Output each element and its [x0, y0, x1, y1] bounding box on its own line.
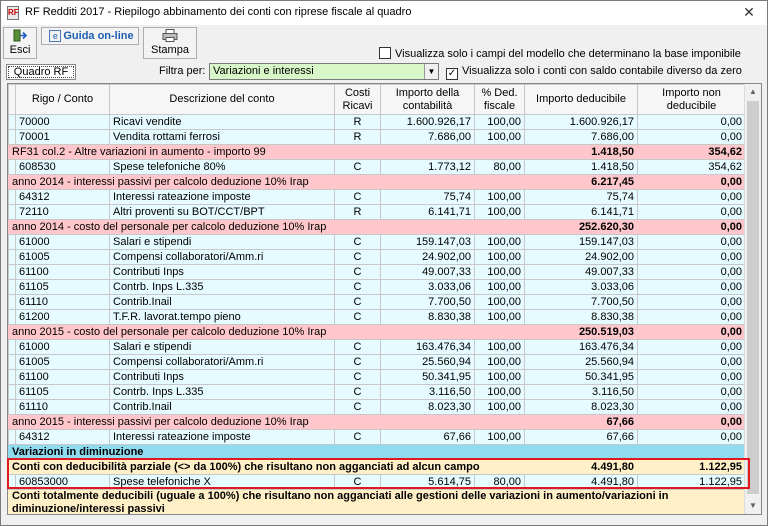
cell-deducibile: 8.023,30: [525, 400, 638, 415]
cell-importo: 8.023,30: [381, 400, 475, 415]
cell-costi-ricavi: R: [335, 130, 381, 145]
cell-non-deducibile: 354,62: [638, 160, 746, 175]
title-bar: [1, 1, 767, 25]
guida-label: Guida on-line: [63, 30, 134, 42]
account-row[interactable]: [9, 205, 746, 220]
row-selector: [9, 265, 16, 280]
cell-importo: 49.007,33: [381, 265, 475, 280]
account-row[interactable]: [9, 295, 746, 310]
cell-costi-ricavi: C: [335, 385, 381, 400]
cell-descrizione: Altri proventi su BOT/CCT/BPT: [110, 205, 335, 220]
cell-conto: 608530: [16, 160, 110, 175]
account-row[interactable]: [9, 430, 746, 445]
cell-deducibile: 24.902,00: [525, 250, 638, 265]
cell-costi-ricavi: C: [335, 235, 381, 250]
cell-non-deducibile: 0,00: [638, 280, 746, 295]
row-selector: [9, 190, 16, 205]
account-row[interactable]: [9, 340, 746, 355]
checkbox-checked-icon[interactable]: ✓: [447, 68, 457, 79]
group-header-row[interactable]: [9, 220, 746, 235]
cell-deducibile: 7.700,50: [525, 295, 638, 310]
cell-non-deducibile: 0,00: [638, 385, 746, 400]
cell-non-deducibile: 0,00: [638, 115, 746, 130]
group-label: anno 2014 - costo del personale per calcolo deduzione 10% Irap: [9, 220, 525, 235]
filter-select[interactable]: [209, 63, 439, 80]
cell-deducibile: 6.141,71: [525, 205, 638, 220]
col-header[interactable]: Importo della contabilità: [381, 85, 475, 115]
cell-conto: 64312: [16, 430, 110, 445]
group-label: anno 2015 - costo del personale per calcolo deduzione 10% Irap: [9, 325, 525, 340]
cell-non-deducibile: 0,00: [638, 400, 746, 415]
cell-perc-ded: 100,00: [475, 265, 525, 280]
cell-perc-ded: 100,00: [475, 130, 525, 145]
row-selector: [9, 385, 16, 400]
table-header-row: [9, 85, 746, 115]
cell-importo: 1.773,12: [381, 160, 475, 175]
group-deducibile: 1.418,50: [525, 145, 638, 160]
cell-deducibile: 25.560,94: [525, 355, 638, 370]
cell-costi-ricavi: C: [335, 340, 381, 355]
cell-non-deducibile: 0,00: [638, 370, 746, 385]
chk-saldo-diverso-zero[interactable]: [446, 65, 742, 81]
cell-descrizione: Ricavi vendite: [110, 115, 335, 130]
cell-non-deducibile: 0,00: [638, 430, 746, 445]
cell-non-deducibile: 0,00: [638, 355, 746, 370]
cell-deducibile: 67,66: [525, 430, 638, 445]
row-selector: [9, 475, 16, 490]
cell-costi-ricavi: R: [335, 205, 381, 220]
cell-perc-ded: 100,00: [475, 430, 525, 445]
cell-importo: 3.033,06: [381, 280, 475, 295]
cell-descrizione: Contributi Inps: [110, 370, 335, 385]
group-deducibile: 250.519,03: [525, 325, 638, 340]
cell-importo: 75,74: [381, 190, 475, 205]
cell-non-deducibile: 0,00: [638, 340, 746, 355]
cell-deducibile: 3.033,06: [525, 280, 638, 295]
cell-conto: 61005: [16, 355, 110, 370]
cell-non-deducibile: 0,00: [638, 205, 746, 220]
scroll-thumb[interactable]: [747, 101, 759, 494]
guida-online-button[interactable]: [41, 27, 139, 45]
cell-descrizione: Interessi rateazione imposte: [110, 190, 335, 205]
printer-icon: [144, 29, 196, 43]
accounts-table: [8, 84, 746, 515]
cell-perc-ded: 80,00: [475, 160, 525, 175]
cell-costi-ricavi: C: [335, 250, 381, 265]
group-non-deducibile: 0,00: [638, 175, 746, 190]
filter-label: Filtra per:: [159, 65, 206, 77]
scroll-down-icon[interactable]: ▼: [749, 501, 757, 510]
group-non-deducibile: 0,00: [638, 325, 746, 340]
row-selector-header: [9, 85, 16, 115]
group-label: anno 2015 - interessi passivi per calcolo deduzione 10% Irap: [9, 415, 525, 430]
row-selector: [9, 370, 16, 385]
col-header[interactable]: Importo deducibile: [525, 85, 638, 115]
cell-non-deducibile: 1.122,95: [638, 475, 746, 490]
cell-descrizione: Contrb. Inps L.335: [110, 385, 335, 400]
cell-perc-ded: 100,00: [475, 340, 525, 355]
cell-perc-ded: 100,00: [475, 355, 525, 370]
cell-costi-ricavi: R: [335, 115, 381, 130]
group-deducibile: 252.620,30: [525, 220, 638, 235]
group-header-row[interactable]: [9, 415, 746, 430]
cell-importo: 1.600.926,17: [381, 115, 475, 130]
group-header-row[interactable]: [9, 175, 746, 190]
esci-label: Esci: [9, 44, 31, 56]
cell-non-deducibile: 0,00: [638, 250, 746, 265]
row-selector: [9, 355, 16, 370]
row-selector: [9, 205, 16, 220]
cell-importo: 24.902,00: [381, 250, 475, 265]
app-form-icon: RF: [7, 6, 19, 20]
group-non-deducibile: 1.122,95: [638, 460, 746, 475]
cell-non-deducibile: 0,00: [638, 190, 746, 205]
row-selector: [9, 130, 16, 145]
col-header[interactable]: Descrizione del conto: [110, 85, 335, 115]
cell-descrizione: Interessi rateazione imposte: [110, 430, 335, 445]
cell-perc-ded: 100,00: [475, 250, 525, 265]
row-selector: [9, 115, 16, 130]
cell-perc-ded: 100,00: [475, 370, 525, 385]
account-row[interactable]: [9, 475, 746, 490]
cell-perc-ded: 100,00: [475, 310, 525, 325]
account-row[interactable]: [9, 130, 746, 145]
account-row[interactable]: [9, 160, 746, 175]
cell-conto: 61005: [16, 250, 110, 265]
cell-costi-ricavi: C: [335, 160, 381, 175]
cell-costi-ricavi: C: [335, 355, 381, 370]
account-row[interactable]: [9, 250, 746, 265]
group-header-row[interactable]: [9, 325, 746, 340]
cell-importo: 7.700,50: [381, 295, 475, 310]
cell-costi-ricavi: C: [335, 310, 381, 325]
stampa-label: Stampa: [151, 44, 189, 56]
cell-conto: 72110: [16, 205, 110, 220]
account-row[interactable]: [9, 190, 746, 205]
group-label: Conti con deducibilità parziale (<> da 100%) che risultano non agganciati ad alcun campo: [9, 460, 525, 475]
group-label: RF31 col.2 - Altre variazioni in aumento - importo 99: [9, 145, 525, 160]
col-header[interactable]: Costi Ricavi: [335, 85, 381, 115]
cell-deducibile: 4.491,80: [525, 475, 638, 490]
cell-deducibile: 8.830,38: [525, 310, 638, 325]
cell-conto: 64312: [16, 190, 110, 205]
cell-conto: 61100: [16, 370, 110, 385]
full-deductible-row[interactable]: [9, 490, 746, 516]
account-row[interactable]: [9, 115, 746, 130]
section-row[interactable]: [9, 445, 746, 460]
cell-descrizione: Spese telefoniche X: [110, 475, 335, 490]
group-non-deducibile: 0,00: [638, 415, 746, 430]
account-row[interactable]: [9, 385, 746, 400]
close-button[interactable]: ✕: [743, 4, 755, 20]
table-body: [9, 115, 746, 516]
col-header[interactable]: Importo non deducibile: [638, 85, 746, 115]
col-header[interactable]: Rigo / Conto: [16, 85, 110, 115]
cell-importo: 8.830,38: [381, 310, 475, 325]
group-deducibile: 6.217,45: [525, 175, 638, 190]
group-non-deducibile: 0,00: [638, 220, 746, 235]
cell-perc-ded: 100,00: [475, 385, 525, 400]
tab-quadro-rf[interactable]: Quadro RF: [6, 64, 76, 80]
col-header[interactable]: % Ded. fiscale: [475, 85, 525, 115]
cell-perc-ded: 100,00: [475, 205, 525, 220]
cell-perc-ded: 100,00: [475, 190, 525, 205]
cell-descrizione: Compensi collaboratori/Amm.ri: [110, 250, 335, 265]
cell-importo: 5.614,75: [381, 475, 475, 490]
cell-importo: 159.147,03: [381, 235, 475, 250]
cell-conto: 61100: [16, 265, 110, 280]
cell-deducibile: 163.476,34: [525, 340, 638, 355]
window-title: RF Redditi 2017 - Riepilogo abbinamento dei conti con riprese fiscale al quadro: [25, 6, 412, 18]
cell-conto: 61200: [16, 310, 110, 325]
account-row[interactable]: [9, 265, 746, 280]
account-row[interactable]: [9, 235, 746, 250]
esci-button[interactable]: [3, 27, 37, 59]
vertical-scrollbar[interactable]: [744, 84, 761, 514]
cell-descrizione: Contrb. Inps L.335: [110, 280, 335, 295]
group-header-row[interactable]: [9, 145, 746, 160]
row-selector: [9, 295, 16, 310]
cell-conto: 70001: [16, 130, 110, 145]
cell-descrizione: T.F.R. lavorat.tempo pieno: [110, 310, 335, 325]
cell-deducibile: 50.341,95: [525, 370, 638, 385]
cell-deducibile: 1.418,50: [525, 160, 638, 175]
cell-importo: 3.116,50: [381, 385, 475, 400]
cell-deducibile: 159.147,03: [525, 235, 638, 250]
row-selector: [9, 235, 16, 250]
row-selector: [9, 430, 16, 445]
cell-conto: 61000: [16, 235, 110, 250]
row-selector: [9, 400, 16, 415]
scroll-up-icon[interactable]: ▲: [749, 87, 757, 96]
row-selector: [9, 340, 16, 355]
group-label: anno 2014 - interessi passivi per calcolo deduzione 10% Irap: [9, 175, 525, 190]
group-deducibile: 67,66: [525, 415, 638, 430]
cell-perc-ded: 80,00: [475, 475, 525, 490]
cell-conto: 61110: [16, 400, 110, 415]
account-row[interactable]: [9, 400, 746, 415]
checkbox-icon[interactable]: [379, 47, 391, 59]
cell-deducibile: 7.686,00: [525, 130, 638, 145]
cell-conto: 61000: [16, 340, 110, 355]
cell-costi-ricavi: C: [335, 265, 381, 280]
chk-campi-base-imponibile[interactable]: [379, 47, 741, 63]
cell-perc-ded: 100,00: [475, 400, 525, 415]
chk1-label: Visualizza solo i campi del modello che determinano la base imponibile: [395, 48, 741, 60]
cell-costi-ricavi: C: [335, 190, 381, 205]
cell-perc-ded: 100,00: [475, 235, 525, 250]
cell-non-deducibile: 0,00: [638, 235, 746, 250]
account-row[interactable]: [9, 355, 746, 370]
account-row[interactable]: [9, 370, 746, 385]
cell-conto: 61105: [16, 385, 110, 400]
partial-deductible-row[interactable]: [9, 460, 746, 475]
group-non-deducibile: 354,62: [638, 145, 746, 160]
cell-descrizione: Compensi collaboratori/Amm.ri: [110, 355, 335, 370]
cell-descrizione: Contrib.Inail: [110, 400, 335, 415]
cell-descrizione: Salari e stipendi: [110, 235, 335, 250]
cell-conto: 61105: [16, 280, 110, 295]
cell-deducibile: 1.600.926,17: [525, 115, 638, 130]
cell-deducibile: 3.116,50: [525, 385, 638, 400]
cell-descrizione: Salari e stipendi: [110, 340, 335, 355]
cell-costi-ricavi: C: [335, 430, 381, 445]
cell-conto: 61110: [16, 295, 110, 310]
section-label: Variazioni in diminuzione: [9, 445, 746, 460]
group-deducibile: 4.491,80: [525, 460, 638, 475]
row-selector: [9, 310, 16, 325]
account-row[interactable]: [9, 280, 746, 295]
cell-deducibile: 75,74: [525, 190, 638, 205]
cell-non-deducibile: 0,00: [638, 130, 746, 145]
cell-importo: 67,66: [381, 430, 475, 445]
row-selector: [9, 160, 16, 175]
group-label: Conti totalmente deducibili (uguale a 100%) che risultano non agganciati alle gestioni delle variazioni in aumento/variazioni in diminuzione/interessi passivi: [9, 490, 746, 516]
cell-descrizione: Spese telefoniche 80%: [110, 160, 335, 175]
cell-perc-ded: 100,00: [475, 295, 525, 310]
cell-costi-ricavi: C: [335, 280, 381, 295]
cell-importo: 163.476,34: [381, 340, 475, 355]
cell-deducibile: 49.007,33: [525, 265, 638, 280]
stampa-button[interactable]: [143, 27, 197, 59]
cell-non-deducibile: 0,00: [638, 265, 746, 280]
cell-importo: 6.141,71: [381, 205, 475, 220]
cell-perc-ded: 100,00: [475, 115, 525, 130]
cell-descrizione: Contrib.Inail: [110, 295, 335, 310]
cell-perc-ded: 100,00: [475, 280, 525, 295]
cell-costi-ricavi: C: [335, 295, 381, 310]
cell-descrizione: Contributi Inps: [110, 265, 335, 280]
cell-non-deducibile: 0,00: [638, 295, 746, 310]
cell-costi-ricavi: C: [335, 475, 381, 490]
cell-costi-ricavi: C: [335, 370, 381, 385]
cell-importo: 25.560,94: [381, 355, 475, 370]
cell-conto: 70000: [16, 115, 110, 130]
cell-importo: 50.341,95: [381, 370, 475, 385]
row-selector: [9, 250, 16, 265]
cell-descrizione: Vendita rottami ferrosi: [110, 130, 335, 145]
cell-non-deducibile: 0,00: [638, 310, 746, 325]
cell-costi-ricavi: C: [335, 400, 381, 415]
row-selector: [9, 280, 16, 295]
accounts-grid[interactable]: [7, 83, 762, 515]
help-icon: e: [49, 30, 61, 42]
cell-importo: 7.686,00: [381, 130, 475, 145]
exit-icon: [4, 29, 36, 43]
chk2-label: Visualizza solo i conti con saldo contabile diverso da zero: [462, 65, 742, 77]
account-row[interactable]: [9, 310, 746, 325]
chevron-down-icon[interactable]: ▼: [424, 64, 438, 79]
cell-conto: 60853000: [16, 475, 110, 490]
filter-value: Variazioni e interessi: [213, 65, 314, 77]
